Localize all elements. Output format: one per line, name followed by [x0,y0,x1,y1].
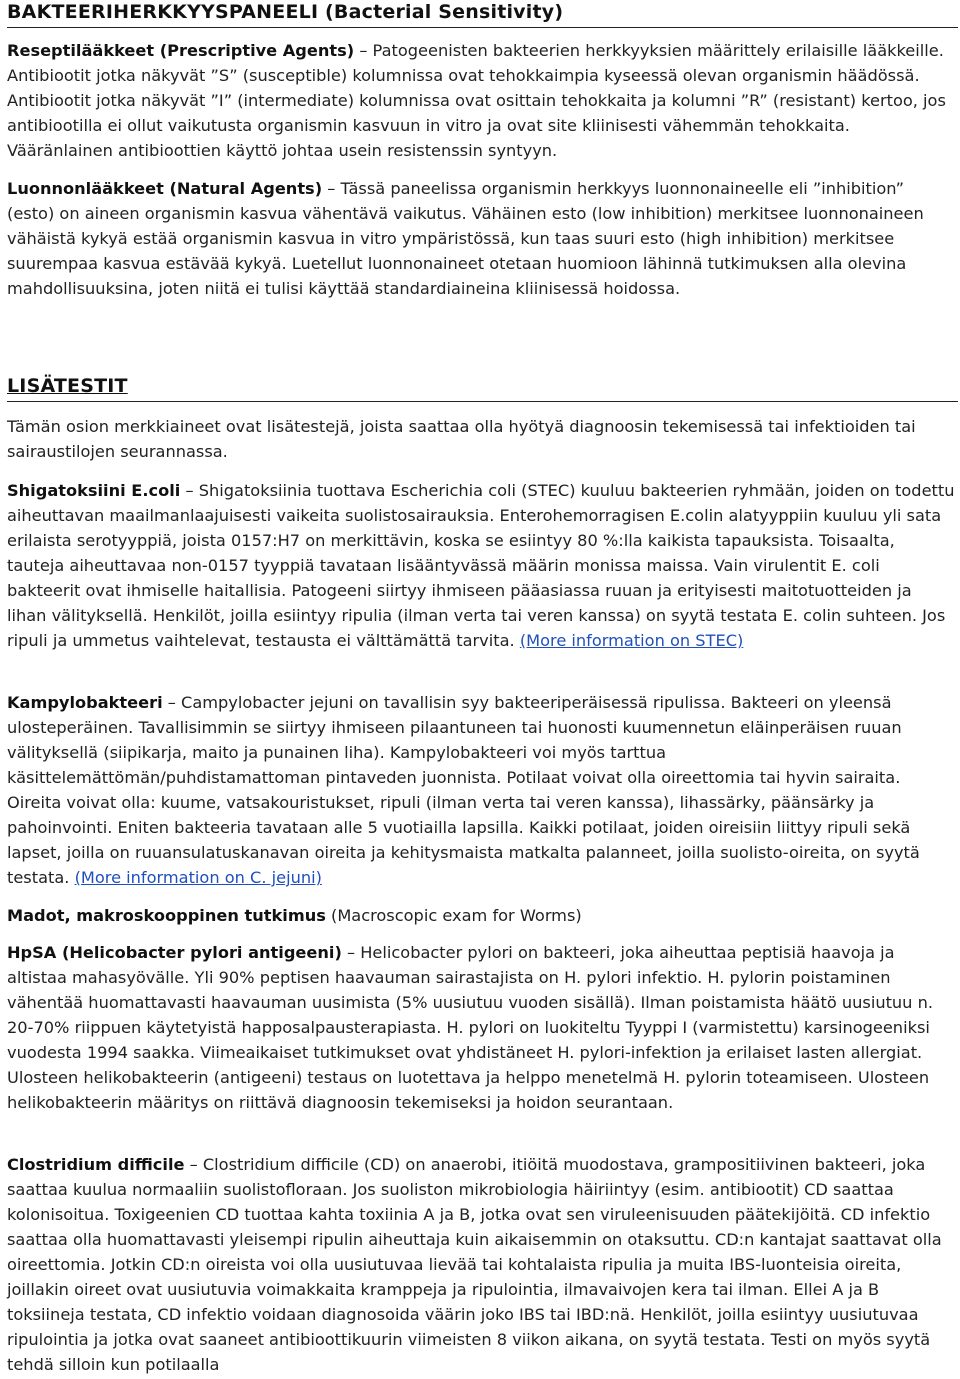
description-campylobacter: – Campylobacter jejuni on tavallisin syy bakteeriperäisessä ripulissa. Bakteeri on yleensä ulosteperäinen. Tavallisimmin se siirtyy ihmiseen pilaantuneen tai huonosti kuumennetun eläinperäisen ruuan välityksellä (siipikarja, maito ja punainen liha). Kampylobakteeri voi myös tarttua käsittelemättömän/puhdistamattoman pintaveden juonnista. Potilaat voivat olla oireettomia tai hyvin sairaita. Oireita voivat olla: kuume, vatsakouristukset, ripuli (ilman verta tai veren kanssa), lihassärky, päänsärky ja pahoinvointi. Eniten bakteeria tavataan alle 5 vuotiailla lapsilla. Kaikki potilaat, joiden oireisiin liittyy ripuli sekä lapset, joilla on ruuansulatuskanavan oireita ja kehitysmaista matkalta palanneet, joilla suolisto-oireita, on syytä testata. [7,693,920,887]
description-hpsa: – Helicobacter pylori on bakteeri, joka aiheuttaa peptisiä haavoja ja altistaa mahasyövälle. Yli 90% peptisen haavauman sairastajista on H. pylori infektio. H. pylorin poistaminen vähentää huomattavasti haavauman uusimista (5% uusiutuu vuoden sisällä). Ilman poistamista häätö uusiutuu n. 20-70% riippuen käytetyistä happosalpausterapiasta. H. pylori on luokiteltu Tyyppi I (varmistettu) karsinogeeniksi vuodesta 1994 saakka. Viimeaikaiset tutkimukset ovat yhdistäneet H. pylori-infektion ja erilaiset lasten allergiat. Ulosteen helikobakteerin (antigeeni) testaus on luotettava ja helppo menetelmä H. pylorin toteamiseen. Ulosteen helikobakteerin määritys on riittävä diagnoosin tekemiseksi ja hoidon seurantaan. [7,943,933,1112]
term-hpsa: HpSA (Helicobacter pylori antigeeni) [7,943,342,962]
term-shiga-toxin-ecoli: Shigatoksiini E.coli [7,481,181,500]
paragraph-campylobacter [7,690,955,890]
paragraph-hpsa [7,940,955,1115]
term-natural-agents: Luonnonlääkkeet (Natural Agents) [7,179,323,198]
term-clostridium-difficile: Clostridium difficile [7,1155,185,1174]
term-campylobacter: Kampylobakteeri [7,693,163,712]
description-clostridium-difficile: – Clostridium difficile (CD) on anaerobi, itiöitä muodostava, grampositiivinen bakteeri, joka saattaa kuulua normaaliin suolistofloraan. Jos suoliston mikrobiologia häiriintyy (esim. antibiootit) CD saattaa kolonisoitua. Toxigeenien CD tuottaa kahta toxiinia A ja B, jotka ovat sen viruleenisuuden päätekijöitä. CD infektio saattaa olla huomattavasti yleisempi ripulin aiheuttaja kuin aikaisemmin on otaksuttu. CD:n kantajat saattavat olla oireettomia. Jotkin CD:n oireista voi olla uusiutuvaa lievää tai kohtalaista ripulia ja muita IBS-luonteisia oireita, joillakin oireet ovat uusiutuvia voimakkaita kramppeja ja ripulointia, ilmavaivojen kera tai ilman. Ellei A ja B toksiineja testata, CD infektio voidaan diagnosoida väärin joko IBS tai IBD:nä. Henkilöt, joilla esiintyy uusiutuvaa ripulointia ja jotka ovat saaneet antibioottikuurin viimeisten 8 viikon aikana, on syytä testata. Testi on myös syytä tehdä silloin kun potilaalla [7,1155,942,1374]
description-prescriptive-agents: – Patogeenisten bakteerien herkkyyksien määrittely erilaisille lääkkeille. Antibiootit jotka näkyvät ”S” (susceptible) kolumnissa ovat tehokkaimpia kyseessä olevan organismin häädössä. Antibiootit jotka näkyvät ”I” (intermediate) kolumnissa ovat osittain tehokkaita ja kolumni ”R” (resistant) kertoo, jos antibiootilla ei ollut vaikutusta organismin kasvuun in vitro ja ovat site kliinisesti vähemmän tehokkaita. Vääränlainen antibioottien käyttö johtaa usein resistenssin syntyyn. [7,41,946,160]
paragraph-additional-tests-intro: Tämän osion merkkiaineet ovat lisätestejä, joista saattaa olla hyötyä diagnoosin tekemisessä tai infektioiden tai sairaustilojen seurannassa. [7,417,916,461]
more-info-stec-link[interactable]: (More information on STEC) [519,631,744,650]
section-divider [7,27,958,28]
description-shiga-toxin-ecoli: – Shigatoksiinia tuottava Escherichia coli (STEC) kuuluu bakteerien ryhmään, joiden on todettu aiheuttavan maailmanlaajuisesti vaikeita suolistosairauksia. Enterohemorragisen E.colin alatyyppiin kuuluu yli sata erilaista serotyyppiä, joista 0157:H7 on merkittävin, koska se esiintyy 80 %:lla kaikista tapauksista. Toisaalta, tauteja aiheuttavaa non-0157 tyyppiä tavataan lisääntyvässä määrin monissa maissa. Vain virulentit E. coli bakteerit ovat ihmiselle haitallisia. Patogeeni siirtyy ihmiseen pääasiassa ruuan ja erityisesti maitotuotteiden ja lihan välityksellä. Henkilöt, joilla esiintyy ripulia (ilman verta tai veren kanssa) on syytä testata E. colin suhteen. Jos ripuli ja ummetus vaihtelevat, testausta ei välttämättä tarvita. [7,481,955,650]
description-natural-agents: – Tässä paneelissa organismin herkkyys luonnonaineelle eli ”inhibition” (esto) on aineen organismin kasvua vähentävä vaikutus. Vähäinen esto (low inhibition) merkitsee luonnonaineen vähäistä kykyä estää organismin kasvua in vitro ympäristössä, kun taas suuri esto (high inhibition) merkitsee suurempaa kasvua estävää kykyä. Luetellut luonnonaineet otetaan huomioon lähinnä tutkimuksen alla olevina mahdollisuuksina, joten niitä ei tulisi käyttää standardiaineina kliinisessä hoidossa. [7,179,924,298]
term-worms-exam: Madot, makroskooppinen tutkimus [7,906,326,925]
section-title-additional-tests: LISÄTESTIT [7,375,128,397]
section-title-bacterial-sensitivity: BAKTEERIHERKKYYSPANEELI (Bacterial Sensitivity) [7,1,564,23]
term-prescriptive-agents: Reseptilääkkeet (Prescriptive Agents) [7,41,355,60]
paragraph-worms-exam [7,903,955,928]
more-info-c-jejuni-link[interactable]: (More information on C. jejuni) [74,868,322,887]
paragraph-prescriptive-agents [7,38,955,163]
paragraph-clostridium-difficile [7,1152,955,1377]
paragraph-natural-agents [7,176,955,301]
section-divider [7,401,958,402]
paragraph-shiga-toxin-ecoli [7,478,955,653]
description-worms-exam: (Macroscopic exam for Worms) [325,906,582,925]
